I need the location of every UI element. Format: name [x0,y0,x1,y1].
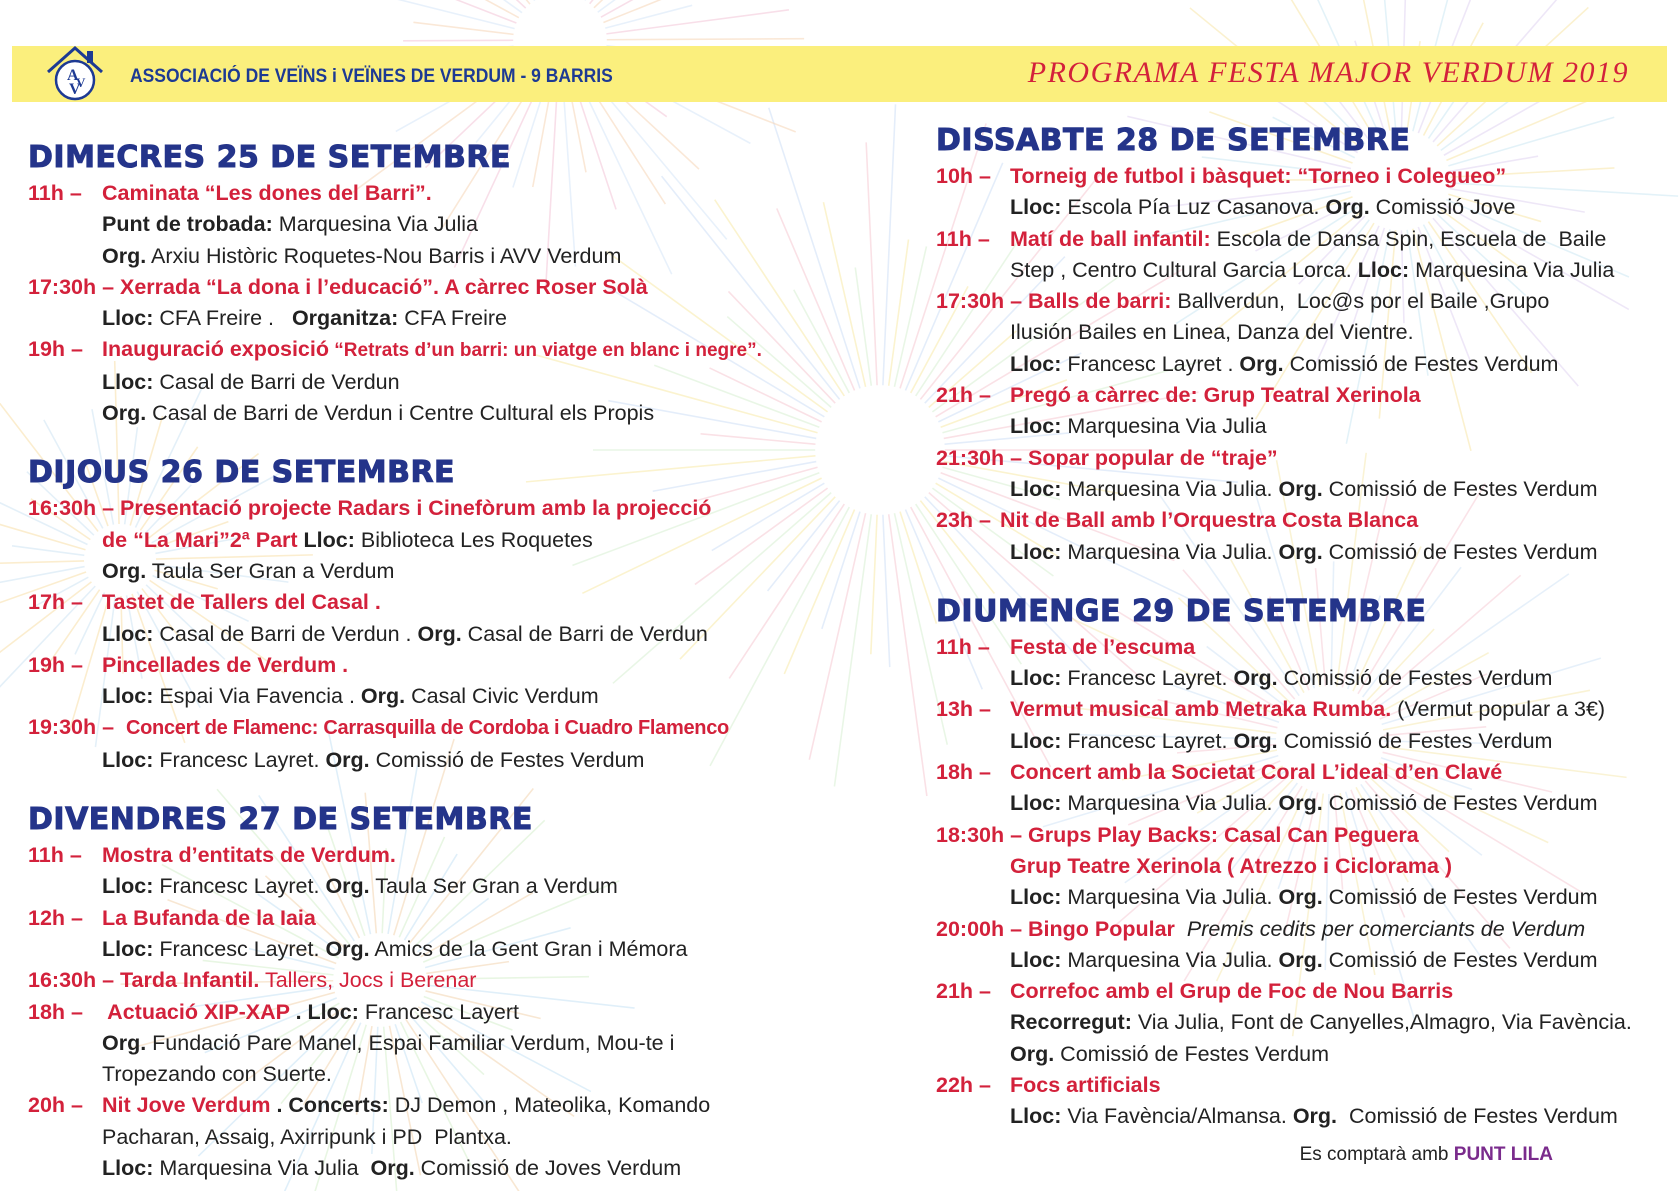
left-column [28,140,828,1184]
event-item [28,997,828,1091]
event-value: Comissió Jove [1369,195,1516,220]
firework-ray [866,142,877,385]
event-value: Ballverdun, Loc@s por el Baile ,Grupo [1171,289,1550,314]
event-time: 19h – [28,652,83,677]
event-time: 12h – [28,905,83,930]
event-value: Comissió de Festes Verdum [1277,728,1553,753]
event-value: CFA Freire . [153,306,292,331]
event-time: 10h – [936,164,991,188]
event-value: Comissió de Festes Verdum [1322,539,1598,564]
event-value: Marquesina Via Julia [153,1156,371,1181]
event-time: 22h – [936,1073,991,1098]
event-item [936,632,1676,695]
event-value: Ilusión Bailes en Linea, Danza del Vientre. [1010,320,1414,345]
event-label: Org. [1278,885,1323,910]
event-label: Lloc: [102,621,154,646]
event-time: 16:30h – [28,968,115,993]
event-value: Fundació Pare Manel, Espai Familiar Verdum, Mou-te i [146,1030,675,1055]
event-value: Marquesina Via Julia. [1061,476,1279,501]
event-value: Comissió de Festes Verdum [1054,1041,1330,1066]
event-label: Lloc: [1010,476,1062,501]
firework-ray [883,515,890,667]
event-label: Organitza: [291,306,399,331]
event-item [28,587,828,650]
event-label: Lloc: [1010,414,1062,439]
event-time: 18:30h – [936,822,1023,847]
event-title: Presentació projecte Radars i Cinefòrum amb la projecció [120,496,712,521]
event-label: Lloc: [1010,195,1062,220]
event-label: Org. [1233,728,1278,753]
event-label: Lloc: [1010,351,1062,376]
event-label: Lloc: [1010,728,1062,753]
svg-text:A: A [67,67,79,84]
event-title: Xerrada “La dona i l’educació”. A càrrec Roser Solà [120,274,648,299]
event-label: Lloc: [1010,1104,1062,1129]
event-time: 21h – [936,383,991,408]
avv-house-logo-icon [42,42,108,102]
event-label: Org. [325,874,370,899]
event-title: Nit Jove Verdum [102,1093,271,1118]
firework-ray [346,0,516,23]
firework-ray [889,514,927,796]
event-value: CFA Freire [398,306,507,331]
event-value: Step , Centro Cultural Garcia Lorca. [1010,257,1358,282]
event-label: Org. [325,936,370,961]
event-item [936,694,1676,757]
event-label: Recorregut: [1010,1010,1132,1035]
event-item [28,334,828,429]
event-value: Francesc Layret . [1061,351,1240,376]
event-title: Torneig de futbol i bàsquet: “Torneo i Colegueo” [1010,164,1507,188]
event-title: Festa de l’escuma [1010,634,1196,659]
day-heading: DIVENDRES 27 DE SETEMBRE [28,802,533,838]
event-title: de “La Mari”2ª Part [102,527,298,552]
firework-ray [598,0,721,12]
day-heading: DISSABTE 28 DE SETEMBRE [936,123,1411,158]
event-time: 17:30h – [936,289,1023,314]
event-time: 17:30h – [28,274,115,299]
event-label: Lloc: [1010,885,1062,910]
event-label: Org. [1278,476,1323,501]
event-time: 18h – [936,760,991,785]
event-value: Comissió de Festes Verdum [1322,791,1598,816]
event-item [28,840,828,903]
event-label: Lloc: [102,684,154,709]
event-label: Lloc: [1010,666,1062,691]
event-subtitle: “Retrats d’un barri: un viatge en blanc i negre”. [329,340,762,362]
event-value: Casal de Barri de Verdun i Centre Cultural els Propis [146,401,655,426]
event-label: Lloc: [1010,539,1062,564]
event-value: Comissió de Festes Verdum [1322,476,1598,501]
event-title: Pregó a càrrec de: Grup Teatral Xerinola [1010,383,1421,408]
page-title: PROGRAMA FESTA MAJOR VERDUM 2019 [1027,56,1629,89]
event-label: Lloc: [102,306,154,331]
event-value: Francesc Layret. [1061,666,1234,691]
event-title: Nit de Ball amb l’Orquestra Costa Blanca [1000,508,1419,533]
event-item [936,976,1676,1070]
event-description: Tallers, Jocs i Berenar [259,968,477,993]
event-item [936,286,1676,380]
event-value: Comissió de Festes Verdum [369,747,645,772]
event-value: Via Julia, Font de Canyelles,Almagro, Via Favència. [1131,1010,1632,1035]
event-value: Via Favència/Almansa. [1061,1104,1293,1129]
event-value: Comissió de Joves Verdum [414,1156,682,1181]
event-label: Lloc: [1010,947,1062,972]
event-item [28,903,828,966]
event-title: Sopar popular de “traje” [1028,445,1278,470]
event-title: La Bufanda de la Iaia [102,905,316,930]
event-title: Concert amb la Societat Coral L’ideal d’en Clavé [1010,760,1503,785]
event-item [936,380,1676,443]
event-value: Francesc Layret. [1061,728,1234,753]
event-label: Org. [370,1156,415,1181]
day-heading: DIMECRES 25 DE SETEMBRE [28,140,511,175]
event-value: Marquesina Via Julia [1061,414,1267,439]
event-value: Marquesina Via Julia [1409,257,1615,282]
event-value: Francesc Layert [358,999,519,1024]
event-item [936,757,1676,820]
firework-ray [433,0,530,4]
event-label: Lloc: [102,369,154,394]
event-label: Org. [360,684,406,709]
event-item [936,820,1676,914]
event-value: Taula Ser Gran a Verdum [146,558,395,583]
event-label: Org. [102,243,147,268]
svg-text:V: V [76,75,86,90]
event-label: Org. [1325,195,1370,220]
event-title: Vermut musical amb Metraka Rumba. [1010,697,1392,722]
event-label: Org. [417,621,462,646]
event-value: Marquesina Via Julia. [1061,791,1279,816]
event-label: Lloc: [102,936,154,961]
event-time: 11h – [28,181,82,205]
event-time: 20:00h – [936,916,1023,941]
firework-ray [606,10,789,34]
event-label: Org. [102,401,147,426]
event-value: Arxiu Històric Roquetes-Nou Barris i AVV Verdum [146,243,622,268]
event-item [936,443,1676,506]
event-item [936,224,1676,287]
event-value: Escola Pía Luz Casanova. [1061,195,1326,220]
firework-ray [590,0,692,4]
event-value: Marquesina Via Julia [272,212,478,237]
event-title: Tarda Infantil. [120,968,260,993]
firework-ray [607,39,804,40]
event-title: Mostra d’entitats de Verdum. [102,843,396,868]
event-title: Caminata “Les dones del Barri”. [102,181,432,205]
event-item [28,178,828,272]
event-time: 11h – [936,226,990,251]
event-title: Grup Teatre Xerinola ( Atrezzo i Ciclorama ) [1010,853,1453,878]
event-item [28,493,828,587]
event-item [28,712,828,776]
event-title: Concert de Flamenc: Carrasquilla de Cordoba i Cuadro Flamenco [126,717,729,740]
event-item [28,650,828,713]
event-time: 20h – [28,1093,83,1118]
firework-ray [871,515,877,655]
event-title: Correfoc amb el Grup de Foc de Nou Barris [1010,979,1454,1004]
event-time: 23h – [936,508,991,533]
event-item [936,505,1676,568]
association-name: ASSOCIACIÓ DE VEÏNS i VEÏNES DE VERDUM - 9 BARRIS [130,66,613,87]
event-value: Casal de Barri de Verdun [461,621,708,646]
event-value: Comissió de Festes Verdum [1322,885,1598,910]
header-banner [12,46,1667,102]
event-title: Matí de ball infantil: [1010,226,1211,251]
event-time: 21h – [936,979,991,1004]
event-value: Marquesina Via Julia. [1061,885,1279,910]
event-label: Org. [102,558,147,583]
event-label: . Lloc: [289,999,359,1024]
footer-text: Es comptarà amb [1299,1144,1449,1165]
event-value: Francesc Layret. [153,874,326,899]
day-heading: DIUMENGE 29 DE SETEMBRE [936,593,1427,629]
event-time: 13h – [936,697,991,722]
event-time: 16:30h – [28,496,115,521]
firework-ray [834,514,871,786]
event-label: Org. [1278,539,1323,564]
firework-ray [370,0,526,8]
event-time: 21:30h – [936,445,1023,470]
day-heading: DIJOUS 26 DE SETEMBRE [28,455,456,491]
event-value: Casal Civic Verdum [405,684,599,709]
event-title: Bingo Popular [1028,916,1175,941]
event-item [28,965,828,996]
event-title: Focs artificials [1010,1073,1161,1098]
event-value: Pacharan, Assaig, Axirripunk i PD Plantxa. [102,1124,512,1149]
event-label: Lloc: [297,527,355,552]
event-time: 19h – [28,337,83,362]
event-title: Tastet de Tallers del Casal . [102,590,381,615]
event-time: 11h – [936,634,990,659]
event-description: (Vermut popular a 3€) [1391,697,1606,722]
event-value: DJ Demon , Mateolika, Komando [388,1093,711,1118]
event-value: Francesc Layret. [153,747,326,772]
event-label: Org. [1292,1104,1338,1129]
event-label: Punt de trobada: [102,212,273,237]
event-label: Org. [1233,666,1278,691]
event-value: Francesc Layret. [153,936,326,961]
event-title: Pincellades de Verdum . [102,652,349,677]
event-value: Comissió de Festes Verdum [1322,947,1598,972]
event-label: Lloc: [102,747,154,772]
event-label: . Concerts: [270,1093,389,1118]
event-title: Balls de barri: [1028,289,1172,314]
event-value: Escola de Dansa Spin, Escuela de Baile [1210,226,1607,251]
event-value: Marquesina Via Julia. [1061,947,1279,972]
footer-note [1300,1144,1553,1166]
event-description: Premis cedits per comerciants de Verdum [1174,916,1586,941]
right-column [936,123,1676,1133]
event-time: 18h – [28,999,83,1024]
event-label: Lloc: [102,1156,154,1181]
event-item [936,914,1676,977]
event-title: Actuació XIP-XAP [102,999,290,1024]
event-title: Grups Play Backs: Casal Can Peguera [1028,822,1419,847]
event-label: Org. [102,1030,147,1055]
event-label: Lloc: [102,874,154,899]
event-item [936,1070,1676,1133]
event-value: Comissió de Festes Verdum [1277,666,1553,691]
event-time: 11h – [28,843,82,868]
event-value: Espai Via Favencia . [153,684,361,709]
firework-ray [403,40,513,41]
event-label: Org. [1239,351,1284,376]
firework-ray [322,0,514,29]
event-value: Comissió de Festes Verdum [1283,351,1559,376]
event-value: Casal de Barri de Verdun [153,369,400,394]
event-value: Comissió de Festes Verdum [1337,1104,1618,1129]
firework-ray [855,267,871,385]
event-label: Lloc: [1010,791,1062,816]
event-value: Tropezando con Suerte. [102,1062,332,1087]
firework-ray [883,104,896,385]
event-item [28,272,828,335]
event-value: Casal de Barri de Verdun . [153,621,418,646]
event-label: Org. [325,747,370,772]
event-label: Org. [1278,947,1323,972]
event-label: Lloc: [1357,257,1410,282]
event-time: 17h – [28,590,83,615]
event-item [936,161,1676,224]
event-label: Org. [1010,1041,1055,1066]
event-value: Taula Ser Gran a Verdum [369,874,618,899]
firework-ray [889,239,909,385]
firework-ray [603,0,721,23]
event-item [28,1090,828,1184]
firework-ray [894,246,926,386]
svg-text:V: V [69,81,81,98]
event-time: 19:30h – [28,715,115,740]
punt-lila-badge: PUNT LILA [1453,1144,1553,1165]
event-value: Biblioteca Les Roquetes [354,527,593,552]
event-value: Marquesina Via Julia. [1061,539,1279,564]
event-label: Org. [1278,791,1323,816]
event-title: Inauguració exposició [102,337,329,362]
event-value: Amics de la Gent Gran i Mémora [369,936,688,961]
